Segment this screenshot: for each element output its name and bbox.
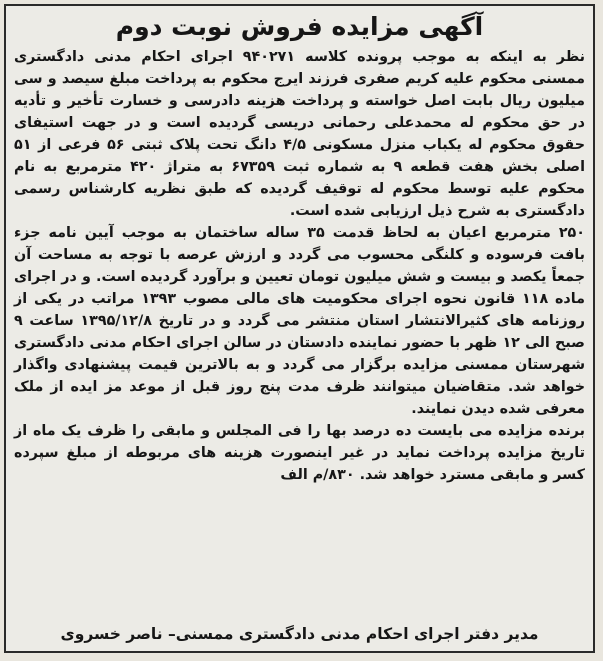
notice-title: آگهی مزایده فروش نوبت دوم — [115, 12, 484, 41]
notice-signature: مدیر دفتر اجرای احکام مدنی دادگستری ممسنی– ناصر خسروی — [60, 625, 539, 643]
auction-notice — [4, 4, 595, 653]
notice-body — [14, 46, 585, 486]
notice-paragraph-1: نظر به اینکه به موجب پرونده کلاسه ۹۴۰۲۷۱ اجرای احکام مدنی دادگستری ممسنی محکوم علیه کریم صفری فرزند ایرج محکوم به پرداخت مبلغ سیصد و سی میلیون ریال بابت اصل خواسته و پرداخت هزینه دادرسی و خسارت تأخیر و تأدیه در حق محکوم له محمدعلی رحمانی دریسی گردیده است و در جهت استیفای حقوق محکوم له یکباب منزل مسکونی ۴/۵ دانگ تحت پلاک ثبتی ۵۶ فرعی از ۵۱ اصلی بخش هفت قطعه ۹ به شماره ثبت ۶۷۳۵۹ به متراژ ۴۲۰ مترمربع به نام محکوم علیه توسط محکوم له توقیف گردیده که طبق نظریه کارشناس رسمی دادگستری به شرح ذیل ارزیابی شده است. — [14, 49, 585, 219]
notice-paragraph-3: برنده مزایده می بایست ده درصد بها را فی المجلس و مابقی را ظرف یک ماه از تاریخ مزایده پرداخت نماید در غیر اینصورت هزینه های مربوطه از مبلغ سپرده کسر و مابقی مسترد خواهد شد. ۸۳۰/م الف — [14, 423, 585, 483]
notice-paragraph-2: ۲۵۰ مترمربع اعیان به لحاظ قدمت ۳۵ ساله ساختمان به موجب آیین نامه جزء بافت فرسوده و کلنگی محسوب می گردد و ارزش عرصه با توجه به مساحت آن جمعاً یکصد و بیست و شش میلیون تومان تعیین و برآورد گردیده است. و در اجرای ماده ۱۱۸ قانون نحوه اجرای محکومیت های مالی مصوب ۱۳۹۳ مراتب در یکی از روزنامه های کثیرالانتشار استان منتشر می گردد و در تاریخ ۱۳۹۵/۱۲/۸ ساعت ۹ صبح الی ۱۲ ظهر با حضور نماینده دادستان در سالن اجرای احکام مدنی دادگستری شهرستان ممسنی مزایده برگزار می گردد و به بالاترین قیمت پیشنهادی واگذار خواهد شد. متقاضیان میتوانند ظرف مدت پنج روز قبل از موعد مز ایده از ملک معرفی شده دیدن نمایند. — [14, 225, 586, 417]
